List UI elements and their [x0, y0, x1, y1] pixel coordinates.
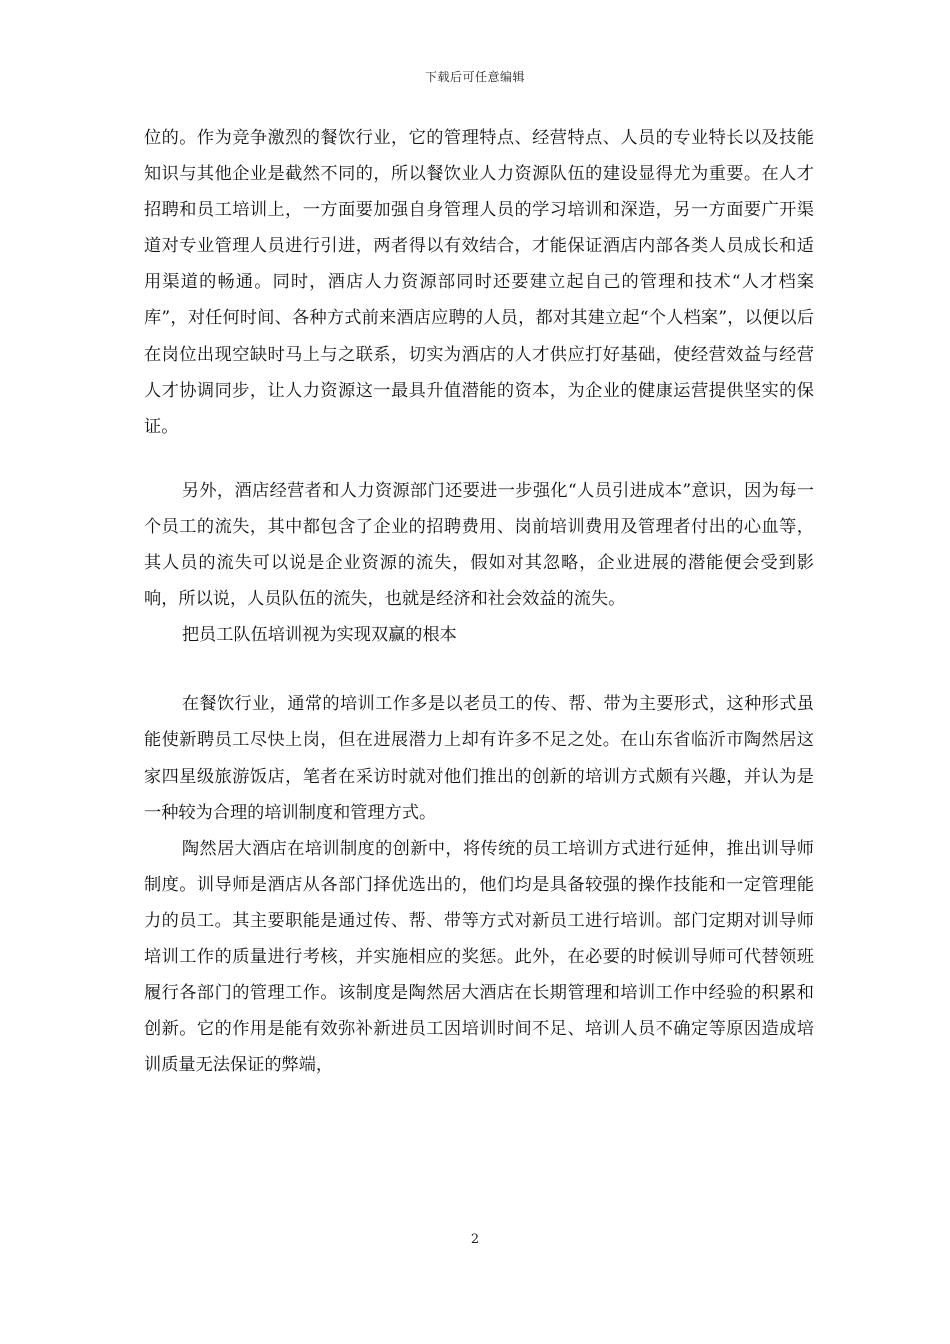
paragraph-cost-awareness: 另外，酒店经营者和人力资源部门还要进一步强化“人员引进成本”意识，因为每一个员工的流失，其中都包含了企业的招聘费用、岗前培训费用及管理者付出的心血等，其人员的流失可以说是企业资源的流失，假如对其忽略，企业进展的潜能便会受到影响，所以说，人员队伍的流失，也就是经济和社会效益的流失。 [144, 480, 814, 610]
paragraph-training-intro: 在餐饮行业，通常的培训工作多是以老员工的传、帮、带为主要形式，这种形式虽能使新聘员工尽快上岗，但在进展潜力上却有许多不足之处。在山东省临沂市陶然居这家四星级旅游饭店，笔者在采访时就对他们推出的创新的培训方式颇有兴趣，并认为是一种较为合理的培训制度和管理方式。 [144, 694, 814, 823]
paragraph-continuation: 位的。作为竞争激烈的餐饮行业，它的管理特点、经营特点、人员的专业特长以及技能知识与其他企业是截然不同的，所以餐饮业人力资源队伍的建设显得尤为重要。在人才招聘和员工培训上，一方面要加强自身管理人员的学习培训和深造，另一方面要广开渠道对专业管理人员进行引进，两者得以有效结合，才能保证酒店内部各类人员成长和适用渠道的畅通。同时，酒店人力资源部同时还要建立起自己的管理和技术“人才档案库”，对任何时间、各种方式前来酒店应聘的人员，都对其建立起“个人档案”，以便以后在岗位出现空缺时马上与之联系，切实为酒店的人才供应打好基础，使经营效益与经营人才协调同步，让人力资源这一最具升值潜能的资本，为企业的健康运营提供坚实的保证。 [144, 128, 814, 437]
section-heading: 把员工队伍培训视为实现双赢的根本 [181, 625, 457, 646]
page-number: 2 [470, 1232, 480, 1247]
document-body [144, 120, 814, 1083]
paragraph-mentor-system: 陶然居大酒店在培训制度的创新中，将传统的员工培训方式进行延伸，推出训导师制度。训导师是酒店从各部门择优选出的，他们均是具备较强的操作技能和一定管理能力的员工。其主要职能是通过传、帮、带等方式对新员工进行培训。部门定期对训导师培训工作的质量进行考核，并实施相应的奖惩。此外，在必要的时候训导师可代替领班履行各部门的管理工作。该制度是陶然居大酒店在长期管理和培训工作中经验的积累和创新。它的作用是能有效弥补新进员工因培训时间不足、培训人员不确定等原因造成培训质量无法保证的弊端， [144, 838, 814, 1076]
page-header: 下载后可任意编辑 [424, 70, 525, 84]
